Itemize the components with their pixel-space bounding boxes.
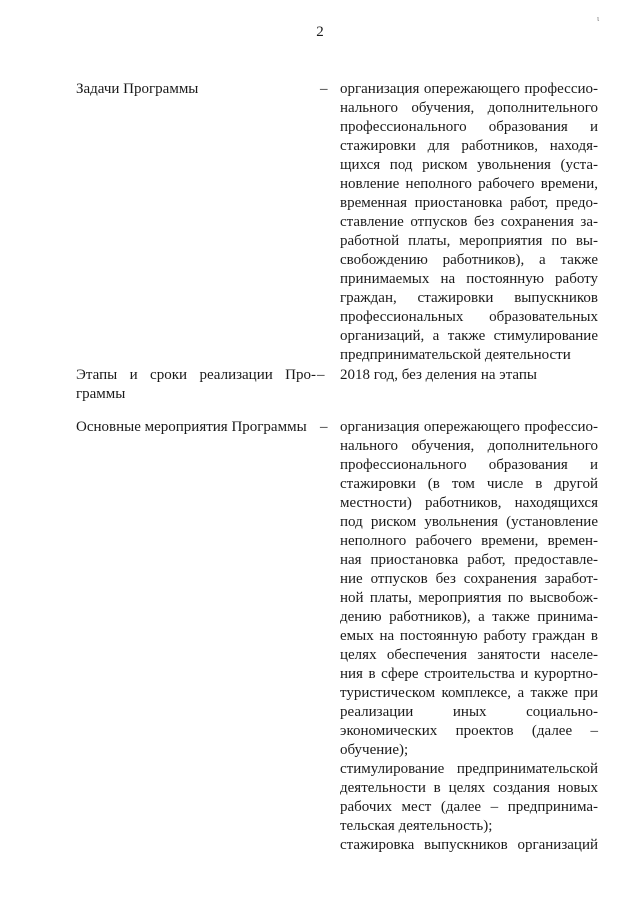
text-line: предпринимательской деятельности — [340, 347, 571, 363]
text-line: нального обучения, дополнительного — [340, 100, 598, 116]
text-line: рабочих мест (далее – предпринима- — [340, 799, 598, 815]
row-dash: – — [317, 367, 325, 383]
text-line: туристическом комплексе, а также при — [340, 685, 598, 701]
row-dash: – — [320, 419, 328, 435]
row-content-program-tasks — [340, 80, 598, 365]
label-line: Этапы и сроки реализации Про- — [76, 367, 316, 383]
corner-mark: ι — [597, 14, 600, 23]
text-line: стажировка выпускников организаций — [340, 837, 598, 853]
text-line: ная приостановка работ, предоставле- — [340, 552, 598, 568]
text-line: профессиональных образовательных — [340, 309, 598, 325]
paragraph-entrepreneurship — [340, 760, 598, 836]
text-line: граждан, стажировки выпускников — [340, 290, 598, 306]
text-line: деятельности в целях создания новых — [340, 780, 598, 796]
text-line: работной платы, мероприятия по вы- — [340, 233, 598, 249]
text-line: 2018 год, без деления на этапы — [340, 367, 537, 383]
text-line: ния в сфере строительства и курортно- — [340, 666, 598, 682]
text-line: принимаемых на постоянную работу — [340, 271, 598, 287]
text-line: под риском увольнения (установление — [340, 514, 598, 530]
text-line: новление неполного рабочего времени, — [340, 176, 598, 192]
text-line: профессионального образования и — [340, 457, 598, 473]
text-line: ние отпусков без сохранения заработ- — [340, 571, 598, 587]
paragraph-training — [340, 418, 598, 760]
text-line: стимулирование предпринимательской — [340, 761, 598, 777]
text-line: целях обеспечения занятости населе- — [340, 647, 598, 663]
text-line: ставление отпусков без сохранения за- — [340, 214, 598, 230]
text-line: дению работников), а также принима- — [340, 609, 598, 625]
text-line: временная приостановка работ, предо- — [340, 195, 598, 211]
text-line: организация опережающего профессио- — [340, 81, 598, 97]
text-line: нального обучения, дополнительного — [340, 438, 598, 454]
text-line: емых на постоянную работу граждан в — [340, 628, 598, 644]
label-line: граммы — [76, 386, 126, 402]
text-line: стажировки (в том числе в другой — [340, 476, 598, 492]
page-number: 2 — [316, 24, 324, 40]
text-line: реализации иных социально- — [340, 704, 598, 720]
text-line: местности) работников, находящихся — [340, 495, 598, 511]
text-line: экономических проектов (далее – — [340, 723, 598, 739]
text-line: щихся под риском увольнения (уста- — [340, 157, 598, 173]
text-line: организаций, а также стимулирование — [340, 328, 598, 344]
row-content-stages-and-terms — [340, 366, 598, 385]
text-line: неполного рабочего времени, времен- — [340, 533, 598, 549]
row-label-stages-and-terms — [76, 366, 316, 404]
row-label-main-activities: Основные мероприятия Программы — [76, 419, 307, 435]
text-line: тельская деятельность); — [340, 818, 493, 834]
row-label-program-tasks: Задачи Программы — [76, 81, 199, 97]
text-line: профессионального образования и — [340, 119, 598, 135]
text-line: ной платы, мероприятия по высвобож- — [340, 590, 598, 606]
text-line: свобождению работников), а также — [340, 252, 598, 268]
text-line: стажировки для работников, находя- — [340, 138, 598, 154]
text-line: обучение); — [340, 742, 409, 758]
row-content-main-activities — [340, 418, 598, 855]
text-line: организация опережающего профессио- — [340, 419, 598, 435]
row-dash: – — [320, 81, 328, 97]
paragraph-internship — [340, 836, 598, 855]
